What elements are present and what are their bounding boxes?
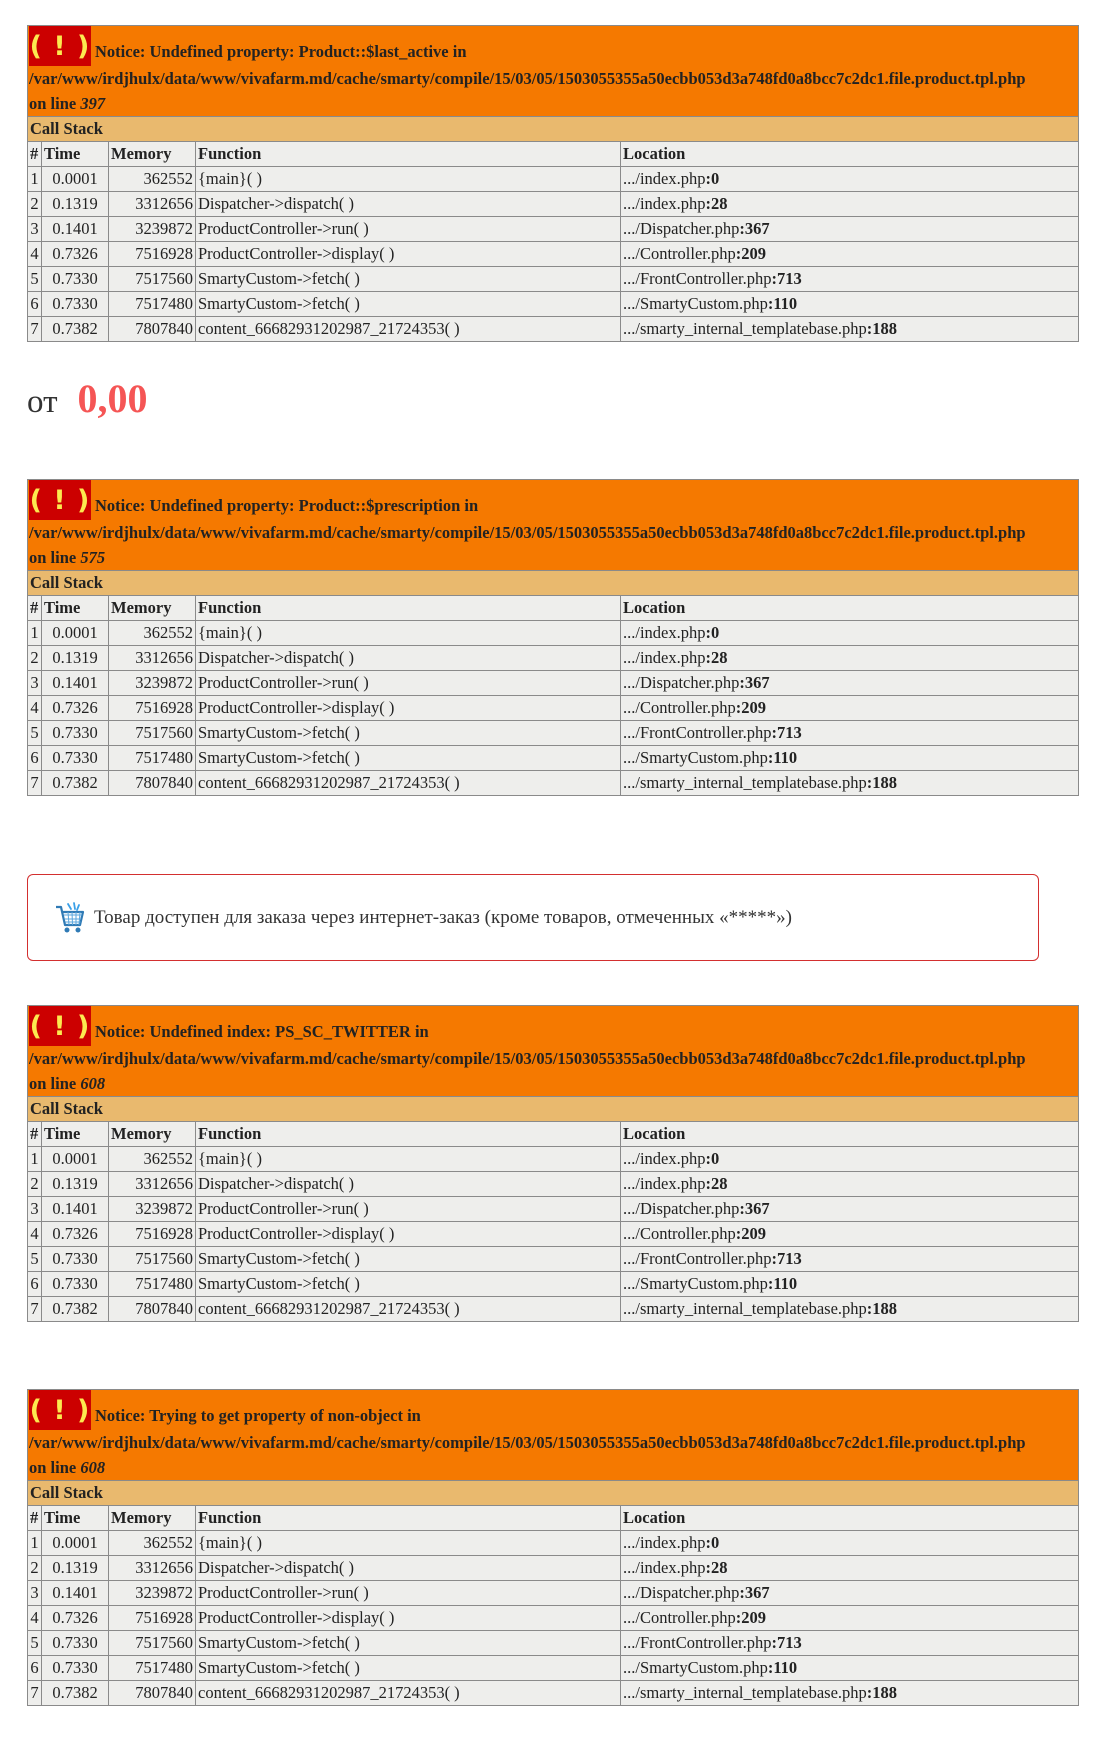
- location-file: .../SmartyCustom.php: [623, 294, 768, 313]
- column-header-location: Location: [621, 596, 1079, 621]
- stack-frame-location: [621, 1197, 1079, 1222]
- call-stack-row: [28, 1556, 1079, 1581]
- error-warning-icon: ( ! ): [29, 1006, 91, 1046]
- error-message: Notice: Undefined property: Product::$prescription in: [95, 496, 479, 515]
- error-warning-icon: ( ! ): [29, 26, 91, 66]
- column-header-location: Location: [621, 142, 1079, 167]
- location-line: :0: [705, 1149, 720, 1168]
- location-line: :713: [771, 1633, 802, 1652]
- stack-frame-time: 0.1319: [42, 1172, 109, 1197]
- stack-frame-function: SmartyCustom->fetch( ): [196, 746, 621, 771]
- location-file: .../smarty_internal_templatebase.php: [623, 773, 867, 792]
- stack-frame-time: 0.7382: [42, 317, 109, 342]
- stack-frame-memory: 362552: [109, 1531, 196, 1556]
- error-line-number: 575: [80, 548, 106, 567]
- location-line: :209: [735, 698, 766, 717]
- stack-frame-time: 0.7330: [42, 1631, 109, 1656]
- location-line: :209: [735, 1224, 766, 1243]
- stack-frame-location: [621, 1172, 1079, 1197]
- stack-frame-function: content_66682931202987_21724353( ): [196, 1297, 621, 1322]
- stack-frame-number: 6: [28, 746, 42, 771]
- stack-frame-function: SmartyCustom->fetch( ): [196, 1272, 621, 1297]
- stack-frame-location: [621, 621, 1079, 646]
- error-header: [28, 1390, 1079, 1481]
- stack-frame-location: [621, 771, 1079, 796]
- stack-frame-location: [621, 671, 1079, 696]
- stack-frame-location: [621, 1222, 1079, 1247]
- location-line: :28: [705, 1174, 728, 1193]
- stack-frame-number: 3: [28, 217, 42, 242]
- stack-frame-number: 4: [28, 1222, 42, 1247]
- call-stack-row: [28, 1222, 1079, 1247]
- stack-frame-location: [621, 746, 1079, 771]
- column-header-function: Function: [196, 142, 621, 167]
- stack-frame-time: 0.7382: [42, 1681, 109, 1706]
- call-stack-row: [28, 771, 1079, 796]
- column-header-memory: Memory: [109, 142, 196, 167]
- stack-frame-number: 4: [28, 1606, 42, 1631]
- error-file-path: /var/www/irdjhulx/data/www/vivafarm.md/cache/smarty/compile/15/03/05/1503055355a50ecbb053d3a748fd0a8bcc7c2dc1.file.product.tpl.php: [29, 69, 1026, 88]
- location-file: .../Controller.php: [623, 698, 736, 717]
- error-warning-icon: ( ! ): [29, 480, 91, 520]
- shopping-cart-icon: [54, 901, 86, 935]
- location-file: .../index.php: [623, 1533, 706, 1552]
- stack-frame-function: {main}( ): [196, 621, 621, 646]
- stack-frame-location: [621, 1247, 1079, 1272]
- location-line: :713: [771, 723, 802, 742]
- stack-frame-time: 0.7382: [42, 771, 109, 796]
- stack-frame-time: 0.7326: [42, 1606, 109, 1631]
- location-file: .../Dispatcher.php: [623, 673, 740, 692]
- stack-frame-number: 3: [28, 1581, 42, 1606]
- error-header: [28, 26, 1079, 117]
- location-line: :110: [767, 748, 798, 767]
- location-file: .../SmartyCustom.php: [623, 1658, 768, 1677]
- stack-frame-function: ProductController->run( ): [196, 1581, 621, 1606]
- location-line: :188: [866, 319, 898, 338]
- stack-frame-location: [621, 721, 1079, 746]
- error-file-path: /var/www/irdjhulx/data/www/vivafarm.md/cache/smarty/compile/15/03/05/1503055355a50ecbb053d3a748fd0a8bcc7c2dc1.file.product.tpl.php: [29, 523, 1026, 542]
- location-line: :367: [739, 1583, 770, 1602]
- stack-frame-memory: 362552: [109, 621, 196, 646]
- column-header-location: Location: [621, 1122, 1079, 1147]
- stack-frame-time: 0.7330: [42, 1656, 109, 1681]
- stack-frame-time: 0.1401: [42, 1581, 109, 1606]
- location-line: :0: [705, 169, 720, 188]
- stack-frame-location: [621, 696, 1079, 721]
- stack-frame-function: ProductController->run( ): [196, 671, 621, 696]
- call-stack-row: [28, 1581, 1079, 1606]
- stack-frame-time: 0.1401: [42, 217, 109, 242]
- stack-frame-number: 2: [28, 1172, 42, 1197]
- stack-frame-function: SmartyCustom->fetch( ): [196, 267, 621, 292]
- stack-frame-time: 0.1319: [42, 1556, 109, 1581]
- location-line: :110: [767, 294, 798, 313]
- call-stack-row: [28, 267, 1079, 292]
- call-stack-row: [28, 217, 1079, 242]
- location-file: .../SmartyCustom.php: [623, 1274, 768, 1293]
- error-file-path: /var/www/irdjhulx/data/www/vivafarm.md/cache/smarty/compile/15/03/05/1503055355a50ecbb053d3a748fd0a8bcc7c2dc1.file.product.tpl.php: [29, 1433, 1026, 1452]
- column-header-memory: Memory: [109, 1506, 196, 1531]
- call-stack-row: [28, 317, 1079, 342]
- stack-frame-memory: 3312656: [109, 192, 196, 217]
- error-line-info: [29, 91, 1077, 116]
- stack-frame-memory: 7807840: [109, 771, 196, 796]
- stack-frame-function: SmartyCustom->fetch( ): [196, 1656, 621, 1681]
- column-header-number: #: [28, 1506, 42, 1531]
- stack-frame-time: 0.7326: [42, 696, 109, 721]
- location-line: :367: [739, 1199, 770, 1218]
- stack-frame-number: 6: [28, 1656, 42, 1681]
- location-file: .../index.php: [623, 194, 706, 213]
- column-header-time: Time: [42, 596, 109, 621]
- stack-frame-memory: 3312656: [109, 1172, 196, 1197]
- stack-frame-time: 0.0001: [42, 1531, 109, 1556]
- location-line: :28: [705, 1558, 728, 1577]
- stack-frame-number: 3: [28, 671, 42, 696]
- stack-frame-number: 1: [28, 167, 42, 192]
- stack-frame-location: [621, 1147, 1079, 1172]
- location-file: .../index.php: [623, 1149, 706, 1168]
- column-header-function: Function: [196, 596, 621, 621]
- error-line-info: [29, 1071, 1077, 1096]
- column-header-location: Location: [621, 1506, 1079, 1531]
- stack-frame-function: Dispatcher->dispatch( ): [196, 1556, 621, 1581]
- location-line: :367: [739, 219, 770, 238]
- error-table: [27, 1005, 1079, 1322]
- stack-frame-time: 0.1401: [42, 671, 109, 696]
- location-line: :713: [771, 1249, 802, 1268]
- location-line: :713: [771, 269, 802, 288]
- stack-frame-location: [621, 1656, 1079, 1681]
- error-message: Notice: Undefined property: Product::$last_active in: [95, 42, 467, 61]
- stack-frame-time: 0.1319: [42, 192, 109, 217]
- location-file: .../index.php: [623, 1558, 706, 1577]
- on-line-label: on line: [29, 548, 77, 567]
- location-line: :188: [866, 773, 898, 792]
- column-header-memory: Memory: [109, 596, 196, 621]
- location-file: .../index.php: [623, 648, 706, 667]
- stack-frame-location: [621, 1272, 1079, 1297]
- location-line: :0: [705, 1533, 720, 1552]
- stack-frame-location: [621, 1531, 1079, 1556]
- location-file: .../Controller.php: [623, 1224, 736, 1243]
- location-file: .../Dispatcher.php: [623, 1199, 740, 1218]
- stack-frame-function: ProductController->run( ): [196, 1197, 621, 1222]
- error-warning-icon: ( ! ): [29, 1390, 91, 1430]
- location-line: :28: [705, 194, 728, 213]
- stack-frame-location: [621, 217, 1079, 242]
- stack-frame-number: 5: [28, 267, 42, 292]
- stack-frame-memory: 362552: [109, 167, 196, 192]
- call-stack-title: Call Stack: [28, 1097, 1079, 1122]
- error-header: [28, 480, 1079, 571]
- call-stack-title: Call Stack: [28, 571, 1079, 596]
- stack-frame-number: 5: [28, 1631, 42, 1656]
- stack-frame-function: Dispatcher->dispatch( ): [196, 646, 621, 671]
- location-file: .../Controller.php: [623, 244, 736, 263]
- column-header-number: #: [28, 1122, 42, 1147]
- stack-frame-memory: 7517560: [109, 1247, 196, 1272]
- call-stack-row: [28, 746, 1079, 771]
- call-stack-row: [28, 1172, 1079, 1197]
- stack-frame-location: [621, 1606, 1079, 1631]
- stack-frame-location: [621, 267, 1079, 292]
- column-header-number: #: [28, 596, 42, 621]
- stack-frame-function: content_66682931202987_21724353( ): [196, 317, 621, 342]
- stack-frame-location: [621, 1556, 1079, 1581]
- call-stack-rows: [28, 1147, 1079, 1322]
- error-header: [28, 1006, 1079, 1097]
- stack-frame-memory: 7517480: [109, 1272, 196, 1297]
- stack-frame-location: [621, 317, 1079, 342]
- stack-frame-number: 7: [28, 1297, 42, 1322]
- stack-frame-time: 0.7382: [42, 1297, 109, 1322]
- stack-frame-time: 0.0001: [42, 621, 109, 646]
- stack-frame-function: content_66682931202987_21724353( ): [196, 771, 621, 796]
- stack-frame-memory: 3312656: [109, 646, 196, 671]
- stack-frame-time: 0.1319: [42, 646, 109, 671]
- error-line-number: 397: [80, 94, 106, 113]
- call-stack-row: [28, 1147, 1079, 1172]
- stack-frame-number: 3: [28, 1197, 42, 1222]
- column-header-function: Function: [196, 1122, 621, 1147]
- stack-frame-location: [621, 646, 1079, 671]
- stack-frame-function: SmartyCustom->fetch( ): [196, 1631, 621, 1656]
- order-notice-text: Товар доступен для заказа через интернет-заказ (кроме товаров, отмеченных «*****»): [94, 906, 792, 928]
- stack-frame-number: 2: [28, 1556, 42, 1581]
- call-stack-rows: [28, 1531, 1079, 1706]
- column-header-memory: Memory: [109, 1122, 196, 1147]
- location-file: .../FrontController.php: [623, 1249, 772, 1268]
- stack-frame-number: 4: [28, 696, 42, 721]
- location-line: :0: [705, 623, 720, 642]
- stack-frame-function: Dispatcher->dispatch( ): [196, 1172, 621, 1197]
- location-line: :28: [705, 648, 728, 667]
- location-line: :188: [866, 1299, 898, 1318]
- on-line-label: on line: [29, 1458, 77, 1477]
- stack-frame-number: 5: [28, 1247, 42, 1272]
- stack-frame-memory: 7516928: [109, 242, 196, 267]
- call-stack-row: [28, 1681, 1079, 1706]
- stack-frame-time: 0.7330: [42, 1272, 109, 1297]
- location-file: .../index.php: [623, 169, 706, 188]
- location-line: :110: [767, 1274, 798, 1293]
- stack-frame-location: [621, 167, 1079, 192]
- call-stack-row: [28, 192, 1079, 217]
- error-line-info: [29, 545, 1077, 570]
- column-header-time: Time: [42, 142, 109, 167]
- stack-frame-function: ProductController->run( ): [196, 217, 621, 242]
- stack-frame-memory: 7517560: [109, 721, 196, 746]
- stack-frame-time: 0.7326: [42, 1222, 109, 1247]
- stack-frame-function: SmartyCustom->fetch( ): [196, 292, 621, 317]
- stack-frame-function: SmartyCustom->fetch( ): [196, 721, 621, 746]
- on-line-label: on line: [29, 94, 77, 113]
- call-stack-row: [28, 1197, 1079, 1222]
- error-line-number: 608: [80, 1458, 106, 1477]
- stack-frame-number: 2: [28, 646, 42, 671]
- stack-frame-memory: 7516928: [109, 1222, 196, 1247]
- error-line-info: [29, 1455, 1077, 1480]
- call-stack-row: [28, 1272, 1079, 1297]
- location-file: .../SmartyCustom.php: [623, 748, 768, 767]
- location-file: .../smarty_internal_templatebase.php: [623, 319, 867, 338]
- stack-frame-location: [621, 292, 1079, 317]
- column-header-time: Time: [42, 1122, 109, 1147]
- stack-frame-function: {main}( ): [196, 167, 621, 192]
- stack-frame-memory: 3239872: [109, 217, 196, 242]
- on-line-label: on line: [29, 1074, 77, 1093]
- call-stack-row: [28, 696, 1079, 721]
- call-stack-row: [28, 1631, 1079, 1656]
- call-stack-row: [28, 1247, 1079, 1272]
- column-header-function: Function: [196, 1506, 621, 1531]
- call-stack-row: [28, 292, 1079, 317]
- stack-frame-time: 0.0001: [42, 1147, 109, 1172]
- call-stack-row: [28, 1606, 1079, 1631]
- column-header-time: Time: [42, 1506, 109, 1531]
- error-table: [27, 1389, 1079, 1706]
- location-file: .../Dispatcher.php: [623, 1583, 740, 1602]
- stack-frame-memory: 7807840: [109, 317, 196, 342]
- stack-frame-function: Dispatcher->dispatch( ): [196, 192, 621, 217]
- location-file: .../index.php: [623, 623, 706, 642]
- stack-frame-location: [621, 192, 1079, 217]
- stack-frame-location: [621, 1581, 1079, 1606]
- call-stack-row: [28, 1531, 1079, 1556]
- call-stack-rows: [28, 621, 1079, 796]
- location-file: .../smarty_internal_templatebase.php: [623, 1299, 867, 1318]
- stack-frame-time: 0.7330: [42, 746, 109, 771]
- call-stack-title: Call Stack: [28, 117, 1079, 142]
- stack-frame-time: 0.1401: [42, 1197, 109, 1222]
- location-line: :110: [767, 1658, 798, 1677]
- error-line-number: 608: [80, 1074, 106, 1093]
- call-stack-row: [28, 621, 1079, 646]
- stack-frame-number: 6: [28, 1272, 42, 1297]
- stack-frame-function: ProductController->display( ): [196, 696, 621, 721]
- location-file: .../FrontController.php: [623, 1633, 772, 1652]
- location-line: :367: [739, 673, 770, 692]
- stack-frame-time: 0.7330: [42, 721, 109, 746]
- error-message: Notice: Trying to get property of non-object in: [95, 1406, 421, 1425]
- location-file: .../Controller.php: [623, 1608, 736, 1627]
- stack-frame-function: {main}( ): [196, 1531, 621, 1556]
- stack-frame-function: ProductController->display( ): [196, 1222, 621, 1247]
- stack-frame-number: 1: [28, 1147, 42, 1172]
- stack-frame-memory: 7516928: [109, 1606, 196, 1631]
- stack-frame-memory: 3239872: [109, 1197, 196, 1222]
- location-file: .../index.php: [623, 1174, 706, 1193]
- location-file: .../Dispatcher.php: [623, 219, 740, 238]
- call-stack-title: Call Stack: [28, 1481, 1079, 1506]
- stack-frame-memory: 7516928: [109, 696, 196, 721]
- stack-frame-memory: 7517560: [109, 1631, 196, 1656]
- stack-frame-number: 7: [28, 317, 42, 342]
- column-header-number: #: [28, 142, 42, 167]
- location-file: .../smarty_internal_templatebase.php: [623, 1683, 867, 1702]
- stack-frame-number: 1: [28, 1531, 42, 1556]
- stack-frame-memory: 3239872: [109, 1581, 196, 1606]
- stack-frame-number: 1: [28, 621, 42, 646]
- stack-frame-memory: 3312656: [109, 1556, 196, 1581]
- stack-frame-location: [621, 1631, 1079, 1656]
- stack-frame-time: 0.7330: [42, 292, 109, 317]
- call-stack-row: [28, 1656, 1079, 1681]
- error-table: [27, 479, 1079, 796]
- stack-frame-memory: 7517560: [109, 267, 196, 292]
- error-table: [27, 25, 1079, 342]
- stack-frame-time: 0.7330: [42, 267, 109, 292]
- stack-frame-location: [621, 1297, 1079, 1322]
- call-stack-row: [28, 646, 1079, 671]
- location-line: :209: [735, 244, 766, 263]
- call-stack-row: [28, 242, 1079, 267]
- location-file: .../FrontController.php: [623, 723, 772, 742]
- stack-frame-number: 5: [28, 721, 42, 746]
- stack-frame-time: 0.7330: [42, 1247, 109, 1272]
- call-stack-row: [28, 167, 1079, 192]
- stack-frame-memory: 7517480: [109, 746, 196, 771]
- call-stack-row: [28, 671, 1079, 696]
- error-message: Notice: Undefined index: PS_SC_TWITTER in: [95, 1022, 429, 1041]
- location-line: :188: [866, 1683, 898, 1702]
- price-block: [27, 375, 148, 425]
- stack-frame-number: 7: [28, 771, 42, 796]
- location-file: .../FrontController.php: [623, 269, 772, 288]
- error-file-path: /var/www/irdjhulx/data/www/vivafarm.md/cache/smarty/compile/15/03/05/1503055355a50ecbb053d3a748fd0a8bcc7c2dc1.file.product.tpl.php: [29, 1049, 1026, 1068]
- price-from-label: от: [27, 384, 58, 420]
- stack-frame-function: ProductController->display( ): [196, 1606, 621, 1631]
- stack-frame-location: [621, 1681, 1079, 1706]
- stack-frame-memory: 7807840: [109, 1297, 196, 1322]
- stack-frame-number: 6: [28, 292, 42, 317]
- stack-frame-function: {main}( ): [196, 1147, 621, 1172]
- stack-frame-number: 4: [28, 242, 42, 267]
- price-value: 0,00: [77, 376, 148, 421]
- stack-frame-time: 0.0001: [42, 167, 109, 192]
- stack-frame-memory: 362552: [109, 1147, 196, 1172]
- location-line: :209: [735, 1608, 766, 1627]
- stack-frame-memory: 3239872: [109, 671, 196, 696]
- call-stack-rows: [28, 167, 1079, 342]
- stack-frame-number: 7: [28, 1681, 42, 1706]
- call-stack-row: [28, 1297, 1079, 1322]
- stack-frame-location: [621, 242, 1079, 267]
- stack-frame-function: ProductController->display( ): [196, 242, 621, 267]
- call-stack-row: [28, 721, 1079, 746]
- stack-frame-memory: 7517480: [109, 292, 196, 317]
- stack-frame-number: 2: [28, 192, 42, 217]
- stack-frame-memory: 7517480: [109, 1656, 196, 1681]
- stack-frame-function: SmartyCustom->fetch( ): [196, 1247, 621, 1272]
- order-notice-box: [27, 874, 1039, 961]
- stack-frame-memory: 7807840: [109, 1681, 196, 1706]
- stack-frame-function: content_66682931202987_21724353( ): [196, 1681, 621, 1706]
- stack-frame-time: 0.7326: [42, 242, 109, 267]
